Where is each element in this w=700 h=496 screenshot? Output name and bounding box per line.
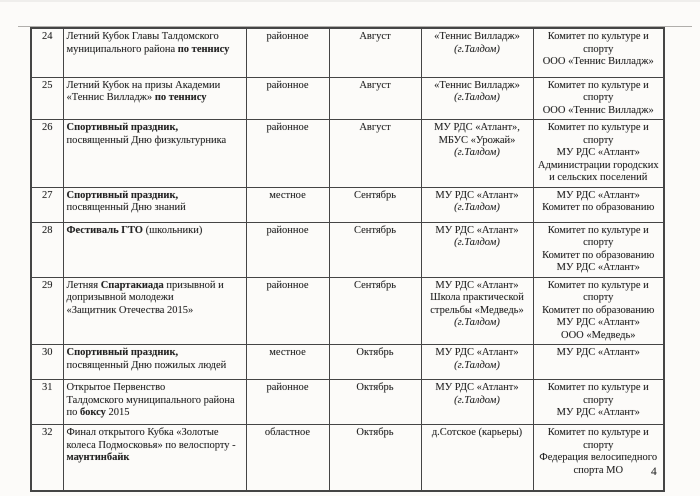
event-name-part: Летняя bbox=[66, 279, 101, 291]
event-responsible-cell bbox=[533, 120, 664, 188]
table-row bbox=[31, 345, 664, 380]
venue-city-line: (г.Талдом) bbox=[454, 202, 500, 213]
responsible-line: МУ РДС «Атлант» bbox=[556, 262, 640, 273]
venue-line: МУ РДС «Атлант» bbox=[435, 279, 519, 291]
venue-city-line: (г.Талдом) bbox=[454, 43, 500, 55]
event-venue-cell bbox=[421, 277, 533, 345]
responsible-line: и сельских поселений bbox=[549, 172, 648, 183]
event-name-bold-part: Фестиваль ГТО bbox=[66, 224, 143, 236]
event-responsible-cell bbox=[533, 277, 664, 345]
venue-city-line: (г.Талдом) bbox=[454, 92, 500, 103]
event-responsible-cell bbox=[533, 425, 664, 491]
responsible-line: МУ РДС «Атлант» bbox=[556, 189, 640, 201]
event-month-cell: Октябрь bbox=[329, 345, 421, 380]
event-responsible-cell bbox=[533, 380, 664, 425]
venue-city-line: (г.Талдом) bbox=[454, 147, 500, 158]
event-month-cell: Август bbox=[329, 28, 421, 77]
row-number-cell: 28 bbox=[31, 222, 63, 277]
event-responsible-cell bbox=[533, 222, 664, 277]
responsible-line: спорта МО bbox=[573, 464, 624, 476]
responsible-line: Комитет по культуре и bbox=[547, 382, 649, 393]
responsible-line: Администрации городских bbox=[537, 159, 659, 171]
page-number: 4 bbox=[651, 466, 657, 478]
event-name-bold-part: по теннису bbox=[154, 92, 207, 103]
event-level-cell: районное bbox=[246, 380, 329, 425]
event-level-cell: районное bbox=[246, 277, 329, 345]
venue-city-line: (г.Талдом) bbox=[454, 317, 500, 328]
table-row bbox=[31, 28, 664, 77]
row-number-cell: 27 bbox=[31, 187, 63, 222]
responsible-line: Федерация велосипедного bbox=[539, 452, 658, 463]
event-level-cell: областное bbox=[246, 425, 329, 491]
event-venue-cell bbox=[421, 345, 533, 380]
event-name-part: допризывной молодежи bbox=[66, 292, 174, 303]
responsible-line: ООО «Медведь» bbox=[561, 329, 636, 341]
event-name-part: посвященный Дню физкультурника bbox=[66, 134, 227, 146]
responsible-line: МУ РДС «Атлант» bbox=[556, 147, 640, 158]
event-month-cell: Сентябрь bbox=[329, 187, 421, 222]
responsible-line: спорту bbox=[583, 237, 614, 248]
event-name-bold-part: боксу bbox=[80, 407, 106, 418]
event-name-part: 2015 bbox=[105, 407, 130, 418]
event-venue-cell bbox=[421, 120, 533, 188]
event-level-cell: районное bbox=[246, 28, 329, 77]
event-name-cell bbox=[63, 77, 246, 120]
venue-line: МУ РДС «Атлант» bbox=[435, 382, 519, 393]
event-month-cell: Август bbox=[329, 120, 421, 188]
event-name-cell bbox=[63, 425, 246, 491]
event-name-cell bbox=[63, 187, 246, 222]
responsible-line: Комитет по образованию bbox=[542, 249, 655, 261]
row-number-cell: 30 bbox=[31, 345, 63, 380]
event-level-cell: местное bbox=[246, 345, 329, 380]
event-month-cell: Сентябрь bbox=[329, 222, 421, 277]
event-name-part: «Защитник Отечества 2015» bbox=[66, 304, 194, 316]
row-number-cell: 25 bbox=[31, 77, 63, 120]
venue-city-line: (г.Талдом) bbox=[454, 237, 500, 248]
event-venue-cell bbox=[421, 28, 533, 77]
event-name-cell bbox=[63, 345, 246, 380]
event-name-cell bbox=[63, 277, 246, 345]
event-responsible-cell bbox=[533, 187, 664, 222]
event-month-cell: Октябрь bbox=[329, 425, 421, 491]
venue-line: МУ РДС «Атлант» bbox=[435, 347, 519, 358]
event-month-cell: Октябрь bbox=[329, 380, 421, 425]
event-responsible-cell bbox=[533, 345, 664, 380]
event-venue-cell bbox=[421, 77, 533, 120]
event-name-bold-part: Спартакиада bbox=[100, 279, 164, 291]
events-schedule-table bbox=[30, 27, 665, 492]
table-row bbox=[31, 187, 664, 222]
row-number-cell: 31 bbox=[31, 380, 63, 425]
event-level-cell: районное bbox=[246, 77, 329, 120]
scan-edge-artifact bbox=[0, 0, 700, 2]
event-name-part: Финал открытого Кубка «Золотые bbox=[66, 427, 219, 438]
table-row bbox=[31, 425, 664, 491]
event-name-part: Талдомского муниципального района bbox=[66, 394, 235, 406]
responsible-line: спорту bbox=[583, 439, 614, 451]
event-name-bold-part: Спортивный праздник, bbox=[66, 347, 179, 358]
event-venue-cell bbox=[421, 425, 533, 491]
row-number-cell: 24 bbox=[31, 28, 63, 77]
responsible-line: МУ РДС «Атлант» bbox=[556, 347, 640, 358]
event-name-part: Открытое Первенство bbox=[66, 382, 166, 393]
event-name-cell bbox=[63, 28, 246, 77]
responsible-line: МУ РДС «Атлант» bbox=[556, 317, 640, 328]
venue-line: Школа практической bbox=[430, 292, 524, 303]
responsible-line: Комитет по образованию bbox=[542, 304, 655, 316]
responsible-line: Комитет по культуре и bbox=[547, 79, 649, 91]
event-venue-cell bbox=[421, 187, 533, 222]
row-number-cell: 32 bbox=[31, 425, 63, 491]
event-name-bold-part: по теннису bbox=[177, 43, 230, 55]
responsible-line: спорту bbox=[583, 43, 614, 55]
responsible-line: ООО «Теннис Вилладж» bbox=[542, 56, 654, 67]
responsible-line: Комитет по культуре и bbox=[547, 31, 649, 42]
event-level-cell: местное bbox=[246, 187, 329, 222]
venue-line: «Теннис Вилладж» bbox=[434, 79, 520, 91]
row-number-cell: 26 bbox=[31, 120, 63, 188]
event-name-part: колеса Подмосковья» по велоспорту - bbox=[66, 439, 236, 451]
event-name-part: «Теннис Вилладж» bbox=[66, 92, 155, 103]
event-name-bold-part: Спортивный праздник, bbox=[66, 189, 179, 201]
event-name-cell bbox=[63, 380, 246, 425]
responsible-line: Комитет по образованию bbox=[542, 202, 655, 213]
event-name-part: муниципального района bbox=[66, 43, 178, 55]
event-name-part: посвященный Дню знаний bbox=[66, 202, 186, 213]
responsible-line: Комитет по культуре и bbox=[547, 224, 649, 236]
table-row bbox=[31, 277, 664, 345]
venue-city-line: (г.Талдом) bbox=[454, 359, 500, 371]
event-month-cell: Сентябрь bbox=[329, 277, 421, 345]
table-row bbox=[31, 120, 664, 188]
responsible-line: МУ РДС «Атлант» bbox=[556, 407, 640, 418]
event-name-part: Летний Кубок Главы Талдомского bbox=[66, 31, 219, 42]
event-responsible-cell bbox=[533, 77, 664, 120]
event-name-part: призывной и bbox=[163, 279, 224, 291]
event-name-bold-part: маунтинбайк bbox=[66, 452, 130, 463]
venue-line: стрельбы «Медведь» bbox=[430, 304, 524, 316]
responsible-line: ООО «Теннис Вилладж» bbox=[542, 104, 654, 116]
responsible-line: спорту bbox=[583, 292, 614, 303]
table-row bbox=[31, 380, 664, 425]
event-name-cell bbox=[63, 222, 246, 277]
venue-line: д.Сотское (карьеры) bbox=[431, 427, 523, 438]
responsible-line: Комитет по культуре и bbox=[547, 122, 649, 133]
event-responsible-cell bbox=[533, 28, 664, 77]
table-row bbox=[31, 77, 664, 120]
row-number-cell: 29 bbox=[31, 277, 63, 345]
event-month-cell: Август bbox=[329, 77, 421, 120]
event-name-bold-part: Спортивный праздник, bbox=[66, 122, 179, 133]
responsible-line: спорту bbox=[583, 92, 614, 103]
responsible-line: Комитет по культуре и bbox=[547, 427, 649, 438]
venue-city-line: (г.Талдом) bbox=[454, 394, 500, 406]
venue-line: МУ РДС «Атлант» bbox=[435, 224, 519, 236]
event-name-part: посвященный Дню пожилых людей bbox=[66, 359, 227, 371]
schedule-rows bbox=[31, 28, 664, 491]
event-name-part: по bbox=[66, 407, 80, 418]
venue-line: МБУС «Урожай» bbox=[438, 134, 516, 146]
event-level-cell: районное bbox=[246, 120, 329, 188]
event-venue-cell bbox=[421, 380, 533, 425]
responsible-line: спорту bbox=[583, 394, 614, 406]
venue-line: «Теннис Вилладж» bbox=[434, 31, 520, 42]
event-venue-cell bbox=[421, 222, 533, 277]
responsible-line: спорту bbox=[583, 134, 614, 146]
venue-line: МУ РДС «Атлант», bbox=[434, 122, 520, 133]
event-name-part: Летний Кубок на призы Академии bbox=[66, 79, 221, 91]
responsible-line: Комитет по культуре и bbox=[547, 279, 649, 291]
event-name-cell bbox=[63, 120, 246, 188]
table-row bbox=[31, 222, 664, 277]
event-level-cell: районное bbox=[246, 222, 329, 277]
event-name-part: (школьники) bbox=[142, 224, 203, 236]
venue-line: МУ РДС «Атлант» bbox=[435, 189, 519, 201]
